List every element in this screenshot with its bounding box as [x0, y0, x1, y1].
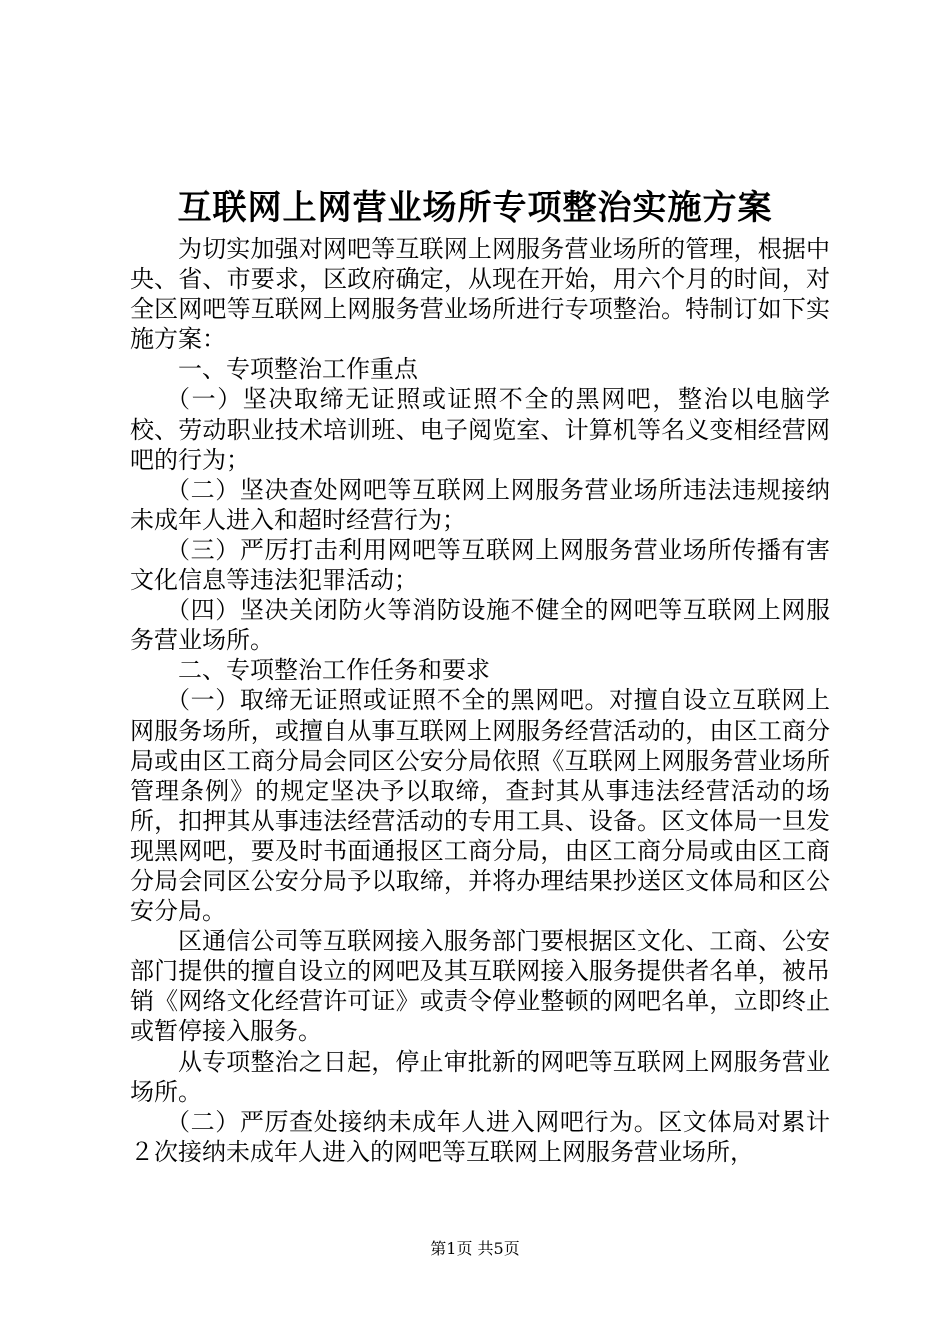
- document-body: [130, 234, 830, 1167]
- section-heading-1: 一、专项整治工作重点: [178, 355, 418, 384]
- paragraph-2-2: （二）严厉查处接纳未成年人进入网吧行为。区文体局对累计２次接纳未成年人进入的网吧等互联网上网服务营业场所，: [130, 1107, 830, 1166]
- paragraph-2-1-telecom: 区通信公司等互联网接入服务部门要根据区文化、工商、公安部门提供的擅自设立的网吧及其互联网接入服务提供者名单，被吊销《网络文化经营许可证》或责令停业整顿的网吧名单，立即终止或暂停接入服务。: [130, 927, 830, 1046]
- paragraph-1-1: （一）坚决取缔无证照或证照不全的黑网吧，整治以电脑学校、劳动职业技术培训班、电子阅览室、计算机等名义变相经营网吧的行为；: [130, 385, 830, 474]
- section-heading-2: 二、专项整治工作任务和要求: [178, 656, 490, 685]
- paragraph-1-2: （二）坚决查处网吧等互联网上网服务营业场所违法违规接纳未成年人进入和超时经营行为；: [130, 475, 830, 534]
- paragraph-1-3: （三）严厉打击利用网吧等互联网上网服务营业场所传播有害文化信息等违法犯罪活动；: [130, 535, 830, 595]
- page-footer: 第1页 共5页: [430, 1239, 520, 1258]
- paragraph-1-4: （四）坚决关闭防火等消防设施不健全的网吧等互联网上网服务营业场所。: [130, 596, 830, 655]
- paragraph-2-1: （一）取缔无证照或证照不全的黑网吧。对擅自设立互联网上网服务场所，或擅自从事互联网上网服务经营活动的，由区工商分局或由区工商分局会同区公安分局依照《互联网上网服务营业场所管理条例》的规定坚决予以取缔，查封其从事违法经营活动的场所，扣押其从事违法经营活动的专用工具、设备。区文体局一旦发现黑网吧，要及时书面通报区工商分局，由区工商分局或由区工商分局会同区公安分局予以取缔，并将办理结果抄送区文体局和区公安分局。: [130, 686, 830, 926]
- paragraph-2-1-suspend: 从专项整治之日起，停止审批新的网吧等互联网上网服务营业场所。: [130, 1047, 830, 1106]
- paragraph-intro: 为切实加强对网吧等互联网上网服务营业场所的管理，根据中央、省、市要求，区政府确定，从现在开始，用六个月的时间，对全区网吧等互联网上网服务营业场所进行专项整治。特制订如下实施方案：: [130, 235, 830, 354]
- document-title: 互联网上网营业场所专项整治实施方案: [177, 188, 773, 228]
